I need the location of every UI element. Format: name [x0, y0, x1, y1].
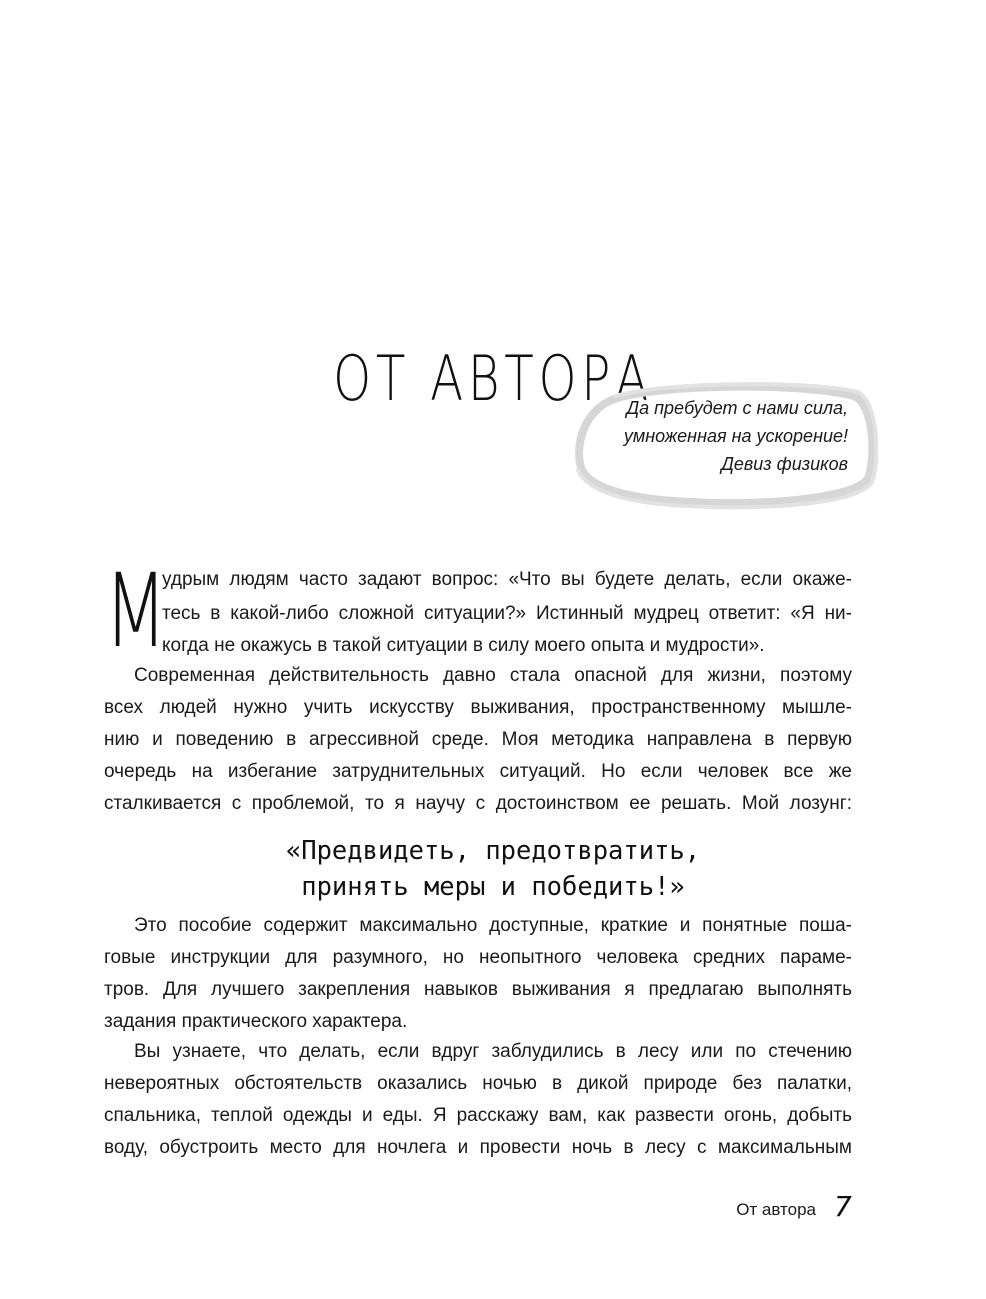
epigraph-text	[624, 394, 848, 478]
text-line: Вы узнаете, что делать, если вдруг заблудились в лесу или по стечению	[134, 1041, 852, 1062]
text-line: Современная действительность давно стала опасной для жизни, поэтому	[134, 665, 852, 686]
text-line: задания практического характера.	[104, 1011, 408, 1032]
text-line: невероятных обстоятельств оказались ночью в дикой природе без палатки,	[104, 1073, 852, 1094]
text-line: всех людей нужно учить искусству выживания, пространственному мышле-	[104, 697, 852, 718]
text-line: тесь в какой-либо сложной ситуации?» Истинный мудрец ответит: «Я ни-	[162, 603, 852, 624]
text-line: сталкивается с проблемой, то я научу с достоинством ее решать. Мой лозунг:	[104, 793, 852, 814]
text-line: Это пособие содержит максимально доступные, краткие и понятные поша-	[134, 915, 852, 936]
drop-cap: М	[104, 552, 168, 671]
text-line: удрым людям часто задают вопрос: «Что вы будете делать, если окаже-	[162, 569, 852, 590]
slogan-line: «Предвидеть, предотвратить,	[285, 836, 701, 866]
slogan-line: принять меры и победить!»	[301, 872, 685, 902]
text-line: очередь на избегание затруднительных ситуаций. Но если человек все же	[104, 761, 852, 782]
running-footer-section: От автора	[736, 1200, 816, 1219]
text-line: тров. Для лучшего закрепления навыков выживания я предлагаю выполнять	[104, 979, 852, 1000]
epigraph-line: умноженная на ускорение!	[623, 426, 848, 446]
text-line: нию и поведению в агрессивной среде. Моя методика направлена в первую	[104, 729, 852, 750]
text-line: когда не окажусь в такой ситуации в силу моего опыта и мудрости».	[162, 635, 765, 656]
epigraph-bubble	[572, 378, 878, 510]
text-line: воду, обустроить место для ночлега и провести ночь в лесу с максимальным	[104, 1137, 852, 1158]
epigraph-line: Да пребудет с нами сила,	[626, 398, 848, 418]
page-title: ОТ АВТОРА	[333, 341, 653, 415]
text-line: говые инструкции для разумного, но неопытного человека средних параме-	[104, 947, 852, 968]
epigraph-attribution: Девиз физиков	[721, 454, 848, 474]
text-line: спальника, теплой одежды и еды. Я расскажу вам, как развести огонь, добыть	[104, 1105, 852, 1126]
page-number: 7	[834, 1190, 852, 1223]
